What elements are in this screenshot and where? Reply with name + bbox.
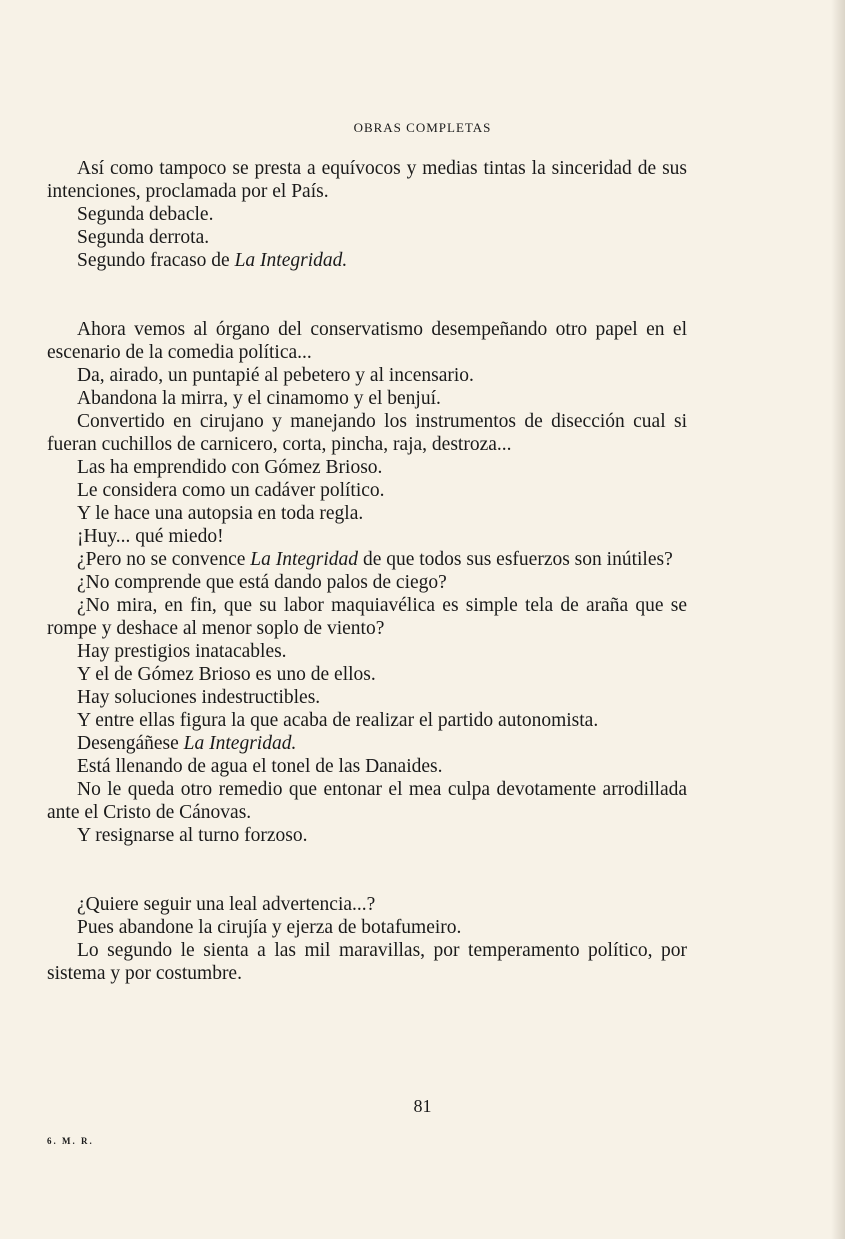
paragraph-text: Convertido en cirujano y manejando los instrumentos de disección cual si fueran cuchillos de carnicero, corta, pincha, raja, destroza... [47, 411, 687, 455]
paragraph [47, 663, 687, 686]
paragraph-text: No le queda otro remedio que entonar el mea culpa devotamente arrodillada ante el Cristo de Cánovas. [47, 779, 687, 823]
page-number: 81 [413, 1096, 432, 1116]
paragraph-text: Las ha emprendido con Gómez Brioso. [77, 457, 383, 478]
paragraph-text: Hay prestigios inatacables. [77, 641, 287, 662]
paragraph-text: Ahora vemos al órgano del conservatismo desempeñando otro papel en el escenario de la comedia política... [47, 319, 687, 363]
paragraph [47, 525, 687, 548]
paragraph-text: Hay soluciones indestructibles. [77, 687, 321, 708]
paragraph-text: ¿No mira, en fin, que su labor maquiavélica es simple tela de araña que se rompe y deshace al menor soplo de viento? [47, 595, 687, 639]
paragraph-text: Está llenando de agua el tonel de las Danaides. [77, 756, 443, 777]
body-text [47, 157, 687, 985]
italic-title: La Integridad. [234, 250, 348, 271]
paragraph-text: Y resignarse al turno forzoso. [77, 825, 308, 846]
paragraph-text: Segunda derrota. [77, 227, 210, 248]
paragraph [47, 387, 687, 410]
paragraph-text: Así como tampoco se presta a equívocos y medias tintas la sinceridad de sus intenciones, proclamada por el País. [47, 158, 687, 202]
paragraph-text: Y entre ellas figura la que acaba de realizar el partido autonomista. [77, 710, 599, 731]
paragraph [47, 893, 687, 916]
section-break [47, 847, 687, 893]
paragraph [47, 640, 687, 663]
paragraph-text: Da, airado, un puntapié al pebetero y al incensario. [77, 365, 474, 386]
paragraph [47, 157, 687, 203]
page-edge-shadow [831, 0, 845, 1239]
section-2 [47, 318, 687, 847]
paragraph-text: ¡Huy... qué miedo! [77, 526, 224, 547]
paragraph [47, 410, 687, 456]
paragraph-text: Desengáñese [77, 733, 184, 754]
paragraph [47, 249, 687, 272]
paragraph [47, 548, 687, 571]
paragraph [47, 709, 687, 732]
italic-title: La Integridad. [183, 733, 297, 754]
italic-title: La Integridad [250, 549, 359, 570]
section-break [47, 272, 687, 318]
paragraph [47, 755, 687, 778]
section-1 [47, 157, 687, 272]
paragraph-text: ¿No comprende que está dando palos de ciego? [77, 572, 447, 593]
paragraph [47, 479, 687, 502]
paragraph [47, 686, 687, 709]
paragraph [47, 203, 687, 226]
paragraph-text: Abandona la mirra, y el cinamomo y el benjuí. [77, 388, 441, 409]
paragraph [47, 939, 687, 985]
paragraph [47, 594, 687, 640]
running-head: OBRAS COMPLETAS [353, 120, 492, 135]
paragraph-text: Le considera como un cadáver político. [77, 480, 385, 501]
printer-signature: 6. M. R. [47, 1136, 94, 1146]
paragraph-text: Segundo fracaso de [77, 250, 235, 271]
paragraph [47, 226, 687, 249]
paragraph [47, 916, 687, 939]
paragraph [47, 571, 687, 594]
paragraph-text: de que todos sus esfuerzos son inútiles? [358, 549, 673, 570]
paragraph [47, 502, 687, 525]
paragraph-text: ¿Pero no se convence [77, 549, 251, 570]
paragraph-text: Y le hace una autopsia en toda regla. [77, 503, 364, 524]
paragraph [47, 778, 687, 824]
paragraph [47, 732, 687, 755]
paragraph-text: Y el de Gómez Brioso es uno de ellos. [77, 664, 376, 685]
paragraph-text: ¿Quiere seguir una leal advertencia...? [77, 894, 376, 915]
paragraph-text: Pues abandone la cirujía y ejerza de botafumeiro. [77, 917, 462, 938]
paragraph [47, 364, 687, 387]
paragraph [47, 456, 687, 479]
section-3 [47, 893, 687, 985]
paragraph-text: Lo segundo le sienta a las mil maravillas, por temperamento político, por sistema y por costumbre. [47, 940, 687, 984]
paragraph [47, 824, 687, 847]
paragraph [47, 318, 687, 364]
paragraph-text: Segunda debacle. [77, 204, 214, 225]
